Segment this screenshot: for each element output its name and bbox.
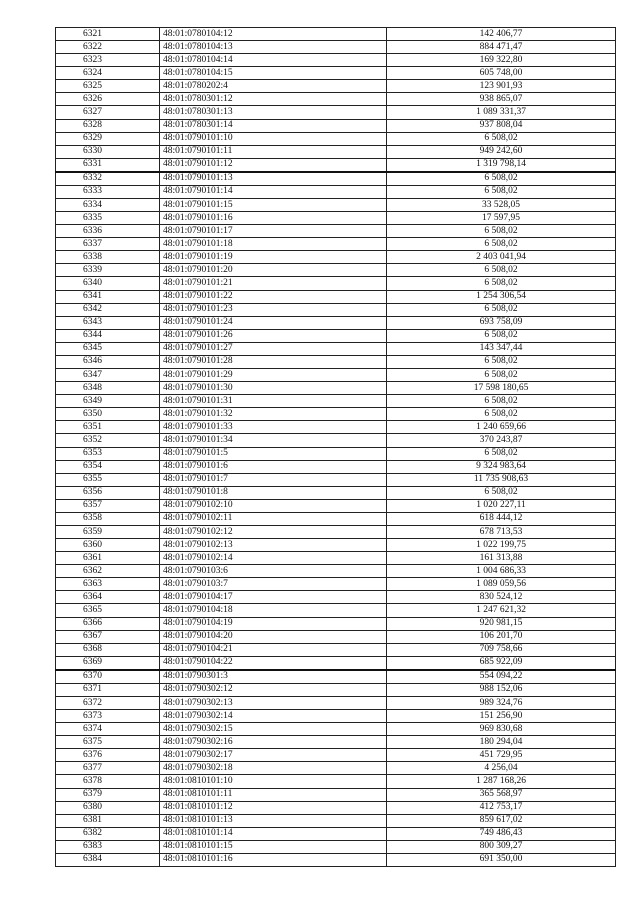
row-number-cell: 6384 <box>56 853 160 866</box>
value-cell: 161 313,88 <box>387 552 616 565</box>
row-number-cell: 6371 <box>56 683 160 696</box>
value-cell: 6 508,02 <box>387 238 616 251</box>
row-number-cell: 6338 <box>56 251 160 264</box>
table-row <box>56 238 616 251</box>
cadastral-number-cell: 48:01:0790302:12 <box>160 683 387 696</box>
row-number-cell: 6349 <box>56 395 160 408</box>
value-cell: 6 508,02 <box>387 132 616 145</box>
table-row <box>56 80 616 93</box>
cadastral-number-cell: 48:01:0790101:29 <box>160 369 387 382</box>
value-cell: 1 287 168,26 <box>387 775 616 788</box>
cadastral-number-cell: 48:01:0810101:14 <box>160 827 387 840</box>
value-cell: 6 508,02 <box>387 486 616 499</box>
value-cell: 123 901,93 <box>387 80 616 93</box>
value-cell: 6 508,02 <box>387 395 616 408</box>
value-cell: 6 508,02 <box>387 172 616 186</box>
table-row <box>56 277 616 290</box>
cadastral-number-cell: 48:01:0790101:21 <box>160 277 387 290</box>
value-cell: 554 094,22 <box>387 670 616 684</box>
cadastral-value-table <box>55 27 616 867</box>
row-number-cell: 6326 <box>56 93 160 106</box>
row-number-cell: 6383 <box>56 840 160 853</box>
cadastral-number-cell: 48:01:0790101:5 <box>160 447 387 460</box>
table-row <box>56 145 616 158</box>
cadastral-number-cell: 48:01:0790101:31 <box>160 395 387 408</box>
cadastral-number-cell: 48:01:0810101:16 <box>160 853 387 866</box>
table-row <box>56 382 616 395</box>
value-cell: 180 294,04 <box>387 736 616 749</box>
table-row <box>56 552 616 565</box>
table-row <box>56 656 616 670</box>
row-number-cell: 6345 <box>56 342 160 355</box>
table-row <box>56 329 616 342</box>
row-number-cell: 6325 <box>56 80 160 93</box>
cadastral-number-cell: 48:01:0780104:14 <box>160 54 387 67</box>
cadastral-number-cell: 48:01:0790302:16 <box>160 736 387 749</box>
cadastral-number-cell: 48:01:0810101:15 <box>160 840 387 853</box>
value-cell: 1 020 227,11 <box>387 499 616 512</box>
value-cell: 6 508,02 <box>387 277 616 290</box>
table-body <box>56 28 616 867</box>
value-cell: 605 748,00 <box>387 67 616 80</box>
value-cell: 4 256,04 <box>387 762 616 775</box>
value-cell: 365 568,97 <box>387 788 616 801</box>
row-number-cell: 6350 <box>56 408 160 421</box>
row-number-cell: 6344 <box>56 329 160 342</box>
row-number-cell: 6374 <box>56 723 160 736</box>
cadastral-number-cell: 48:01:0790101:28 <box>160 355 387 368</box>
cadastral-number-cell: 48:01:0790103:6 <box>160 565 387 578</box>
table-row <box>56 762 616 775</box>
cadastral-number-cell: 48:01:0790101:34 <box>160 434 387 447</box>
cadastral-number-cell: 48:01:0790101:6 <box>160 460 387 473</box>
row-number-cell: 6373 <box>56 710 160 723</box>
value-cell: 988 152,06 <box>387 683 616 696</box>
value-cell: 830 524,12 <box>387 591 616 604</box>
value-cell: 1 004 686,33 <box>387 565 616 578</box>
cadastral-number-cell: 48:01:0790301:3 <box>160 670 387 684</box>
cadastral-number-cell: 48:01:0790101:17 <box>160 225 387 238</box>
row-number-cell: 6359 <box>56 525 160 538</box>
cadastral-number-cell: 48:01:0790302:14 <box>160 710 387 723</box>
table-row <box>56 447 616 460</box>
row-number-cell: 6336 <box>56 225 160 238</box>
value-cell: 1 254 306,54 <box>387 290 616 303</box>
row-number-cell: 6367 <box>56 630 160 643</box>
cadastral-number-cell: 48:01:0790101:20 <box>160 264 387 277</box>
row-number-cell: 6340 <box>56 277 160 290</box>
table-row <box>56 591 616 604</box>
table-row <box>56 670 616 684</box>
row-number-cell: 6348 <box>56 382 160 395</box>
cadastral-number-cell: 48:01:0790302:17 <box>160 749 387 762</box>
row-number-cell: 6378 <box>56 775 160 788</box>
table-row <box>56 225 616 238</box>
table-row <box>56 369 616 382</box>
row-number-cell: 6346 <box>56 355 160 368</box>
value-cell: 937 808,04 <box>387 119 616 132</box>
cadastral-number-cell: 48:01:0780301:14 <box>160 119 387 132</box>
cadastral-number-cell: 48:01:0810101:10 <box>160 775 387 788</box>
cadastral-number-cell: 48:01:0790102:13 <box>160 539 387 552</box>
value-cell: 1 247 621,32 <box>387 604 616 617</box>
row-number-cell: 6335 <box>56 212 160 225</box>
row-number-cell: 6357 <box>56 499 160 512</box>
table-row <box>56 801 616 814</box>
table-row <box>56 486 616 499</box>
table-row <box>56 840 616 853</box>
cadastral-number-cell: 48:01:0810101:11 <box>160 788 387 801</box>
row-number-cell: 6354 <box>56 460 160 473</box>
value-cell: 6 508,02 <box>387 185 616 198</box>
cadastral-number-cell: 48:01:0790101:16 <box>160 212 387 225</box>
cadastral-number-cell: 48:01:0790101:24 <box>160 316 387 329</box>
table-row <box>56 264 616 277</box>
table-row <box>56 643 616 656</box>
table-row <box>56 512 616 525</box>
value-cell: 884 471,47 <box>387 41 616 54</box>
value-cell: 6 508,02 <box>387 329 616 342</box>
cadastral-number-cell: 48:01:0780202:4 <box>160 80 387 93</box>
row-number-cell: 6364 <box>56 591 160 604</box>
row-number-cell: 6339 <box>56 264 160 277</box>
value-cell: 6 508,02 <box>387 369 616 382</box>
value-cell: 370 243,87 <box>387 434 616 447</box>
table-row <box>56 775 616 788</box>
table-row <box>56 41 616 54</box>
row-number-cell: 6324 <box>56 67 160 80</box>
cadastral-number-cell: 48:01:0790101:11 <box>160 145 387 158</box>
cadastral-number-cell: 48:01:0790104:17 <box>160 591 387 604</box>
cadastral-number-cell: 48:01:0790101:8 <box>160 486 387 499</box>
table-row <box>56 172 616 186</box>
table-row <box>56 290 616 303</box>
cadastral-number-cell: 48:01:0790103:7 <box>160 578 387 591</box>
row-number-cell: 6372 <box>56 696 160 709</box>
row-number-cell: 6351 <box>56 421 160 434</box>
row-number-cell: 6328 <box>56 119 160 132</box>
row-number-cell: 6352 <box>56 434 160 447</box>
row-number-cell: 6353 <box>56 447 160 460</box>
value-cell: 618 444,12 <box>387 512 616 525</box>
row-number-cell: 6342 <box>56 303 160 316</box>
row-number-cell: 6366 <box>56 617 160 630</box>
cadastral-number-cell: 48:01:0780104:13 <box>160 41 387 54</box>
cadastral-number-cell: 48:01:0790302:18 <box>160 762 387 775</box>
value-cell: 1 319 798,14 <box>387 158 616 172</box>
row-number-cell: 6375 <box>56 736 160 749</box>
table-row <box>56 736 616 749</box>
table-row <box>56 355 616 368</box>
value-cell: 859 617,02 <box>387 814 616 827</box>
cadastral-number-cell: 48:01:0790102:12 <box>160 525 387 538</box>
table-row <box>56 683 616 696</box>
row-number-cell: 6347 <box>56 369 160 382</box>
value-cell: 949 242,60 <box>387 145 616 158</box>
row-number-cell: 6334 <box>56 199 160 212</box>
table-row <box>56 630 616 643</box>
cadastral-number-cell: 48:01:0790302:15 <box>160 723 387 736</box>
cadastral-number-cell: 48:01:0790104:19 <box>160 617 387 630</box>
row-number-cell: 6379 <box>56 788 160 801</box>
row-number-cell: 6322 <box>56 41 160 54</box>
row-number-cell: 6330 <box>56 145 160 158</box>
cadastral-number-cell: 48:01:0790102:14 <box>160 552 387 565</box>
value-cell: 693 758,09 <box>387 316 616 329</box>
row-number-cell: 6331 <box>56 158 160 172</box>
value-cell: 920 981,15 <box>387 617 616 630</box>
table-row <box>56 723 616 736</box>
value-cell: 749 486,43 <box>387 827 616 840</box>
cadastral-number-cell: 48:01:0790102:11 <box>160 512 387 525</box>
value-cell: 451 729,95 <box>387 749 616 762</box>
value-cell: 1 022 199,75 <box>387 539 616 552</box>
cadastral-number-cell: 48:01:0790101:23 <box>160 303 387 316</box>
row-number-cell: 6368 <box>56 643 160 656</box>
cadastral-number-cell: 48:01:0790302:13 <box>160 696 387 709</box>
cadastral-number-cell: 48:01:0780301:13 <box>160 106 387 119</box>
row-number-cell: 6323 <box>56 54 160 67</box>
row-number-cell: 6360 <box>56 539 160 552</box>
cadastral-number-cell: 48:01:0780104:12 <box>160 28 387 41</box>
value-cell: 989 324,76 <box>387 696 616 709</box>
row-number-cell: 6321 <box>56 28 160 41</box>
row-number-cell: 6362 <box>56 565 160 578</box>
cadastral-number-cell: 48:01:0790101:26 <box>160 329 387 342</box>
cadastral-number-cell: 48:01:0790101:33 <box>160 421 387 434</box>
cadastral-number-cell: 48:01:0810101:13 <box>160 814 387 827</box>
row-number-cell: 6363 <box>56 578 160 591</box>
table-row <box>56 212 616 225</box>
table-row <box>56 199 616 212</box>
cadastral-number-cell: 48:01:0790104:20 <box>160 630 387 643</box>
cadastral-number-cell: 48:01:0790101:13 <box>160 172 387 186</box>
cadastral-number-cell: 48:01:0810101:12 <box>160 801 387 814</box>
value-cell: 6 508,02 <box>387 303 616 316</box>
row-number-cell: 6382 <box>56 827 160 840</box>
value-cell: 151 256,90 <box>387 710 616 723</box>
table-row <box>56 460 616 473</box>
cadastral-number-cell: 48:01:0790101:30 <box>160 382 387 395</box>
row-number-cell: 6358 <box>56 512 160 525</box>
value-cell: 17 598 180,65 <box>387 382 616 395</box>
value-cell: 6 508,02 <box>387 408 616 421</box>
row-number-cell: 6327 <box>56 106 160 119</box>
table-row <box>56 814 616 827</box>
row-number-cell: 6365 <box>56 604 160 617</box>
table-row <box>56 853 616 866</box>
cadastral-number-cell: 48:01:0790101:7 <box>160 473 387 486</box>
value-cell: 143 347,44 <box>387 342 616 355</box>
table-row <box>56 710 616 723</box>
row-number-cell: 6356 <box>56 486 160 499</box>
cadastral-number-cell: 48:01:0790101:18 <box>160 238 387 251</box>
value-cell: 800 309,27 <box>387 840 616 853</box>
value-cell: 6 508,02 <box>387 264 616 277</box>
row-number-cell: 6341 <box>56 290 160 303</box>
table-row <box>56 539 616 552</box>
table-row <box>56 408 616 421</box>
table-row <box>56 696 616 709</box>
cadastral-number-cell: 48:01:0790101:19 <box>160 251 387 264</box>
table-row <box>56 251 616 264</box>
table-row <box>56 119 616 132</box>
value-cell: 1 089 331,37 <box>387 106 616 119</box>
cadastral-number-cell: 48:01:0790101:32 <box>160 408 387 421</box>
row-number-cell: 6376 <box>56 749 160 762</box>
row-number-cell: 6361 <box>56 552 160 565</box>
table-row <box>56 28 616 41</box>
table-row <box>56 788 616 801</box>
table-row <box>56 578 616 591</box>
value-cell: 1 240 659,66 <box>387 421 616 434</box>
cadastral-number-cell: 48:01:0790104:21 <box>160 643 387 656</box>
value-cell: 1 089 059,56 <box>387 578 616 591</box>
row-number-cell: 6380 <box>56 801 160 814</box>
row-number-cell: 6369 <box>56 656 160 670</box>
cadastral-number-cell: 48:01:0790101:12 <box>160 158 387 172</box>
row-number-cell: 6381 <box>56 814 160 827</box>
cadastral-number-cell: 48:01:0790101:10 <box>160 132 387 145</box>
table-row <box>56 749 616 762</box>
table-row <box>56 434 616 447</box>
value-cell: 33 528,05 <box>387 199 616 212</box>
value-cell: 142 406,77 <box>387 28 616 41</box>
cadastral-number-cell: 48:01:0790101:27 <box>160 342 387 355</box>
cadastral-number-cell: 48:01:0780301:12 <box>160 93 387 106</box>
row-number-cell: 6329 <box>56 132 160 145</box>
value-cell: 678 713,53 <box>387 525 616 538</box>
table-row <box>56 604 616 617</box>
cadastral-number-cell: 48:01:0790104:18 <box>160 604 387 617</box>
row-number-cell: 6370 <box>56 670 160 684</box>
value-cell: 6 508,02 <box>387 355 616 368</box>
table-row <box>56 421 616 434</box>
cadastral-number-cell: 48:01:0790102:10 <box>160 499 387 512</box>
value-cell: 2 403 041,94 <box>387 251 616 264</box>
table-row <box>56 342 616 355</box>
row-number-cell: 6333 <box>56 185 160 198</box>
value-cell: 709 758,66 <box>387 643 616 656</box>
table-row <box>56 473 616 486</box>
value-cell: 938 865,07 <box>387 93 616 106</box>
table-row <box>56 132 616 145</box>
table-row <box>56 395 616 408</box>
value-cell: 6 508,02 <box>387 225 616 238</box>
value-cell: 412 753,17 <box>387 801 616 814</box>
table-row <box>56 525 616 538</box>
row-number-cell: 6377 <box>56 762 160 775</box>
row-number-cell: 6355 <box>56 473 160 486</box>
table-row <box>56 617 616 630</box>
table-row <box>56 565 616 578</box>
row-number-cell: 6332 <box>56 172 160 186</box>
table-row <box>56 827 616 840</box>
table-row <box>56 106 616 119</box>
value-cell: 17 597,95 <box>387 212 616 225</box>
table-row <box>56 93 616 106</box>
table-row <box>56 158 616 172</box>
cadastral-number-cell: 48:01:0790104:22 <box>160 656 387 670</box>
value-cell: 691 350,00 <box>387 853 616 866</box>
cadastral-number-cell: 48:01:0790101:22 <box>160 290 387 303</box>
table-row <box>56 67 616 80</box>
row-number-cell: 6343 <box>56 316 160 329</box>
value-cell: 685 922,09 <box>387 656 616 670</box>
row-number-cell: 6337 <box>56 238 160 251</box>
table-row <box>56 54 616 67</box>
table-row <box>56 316 616 329</box>
cadastral-number-cell: 48:01:0780104:15 <box>160 67 387 80</box>
cadastral-number-cell: 48:01:0790101:15 <box>160 199 387 212</box>
table-row <box>56 185 616 198</box>
value-cell: 11 735 908,63 <box>387 473 616 486</box>
value-cell: 9 324 983,64 <box>387 460 616 473</box>
table-row <box>56 499 616 512</box>
value-cell: 969 830,68 <box>387 723 616 736</box>
value-cell: 169 322,80 <box>387 54 616 67</box>
table-row <box>56 303 616 316</box>
value-cell: 106 201,70 <box>387 630 616 643</box>
cadastral-number-cell: 48:01:0790101:14 <box>160 185 387 198</box>
value-cell: 6 508,02 <box>387 447 616 460</box>
